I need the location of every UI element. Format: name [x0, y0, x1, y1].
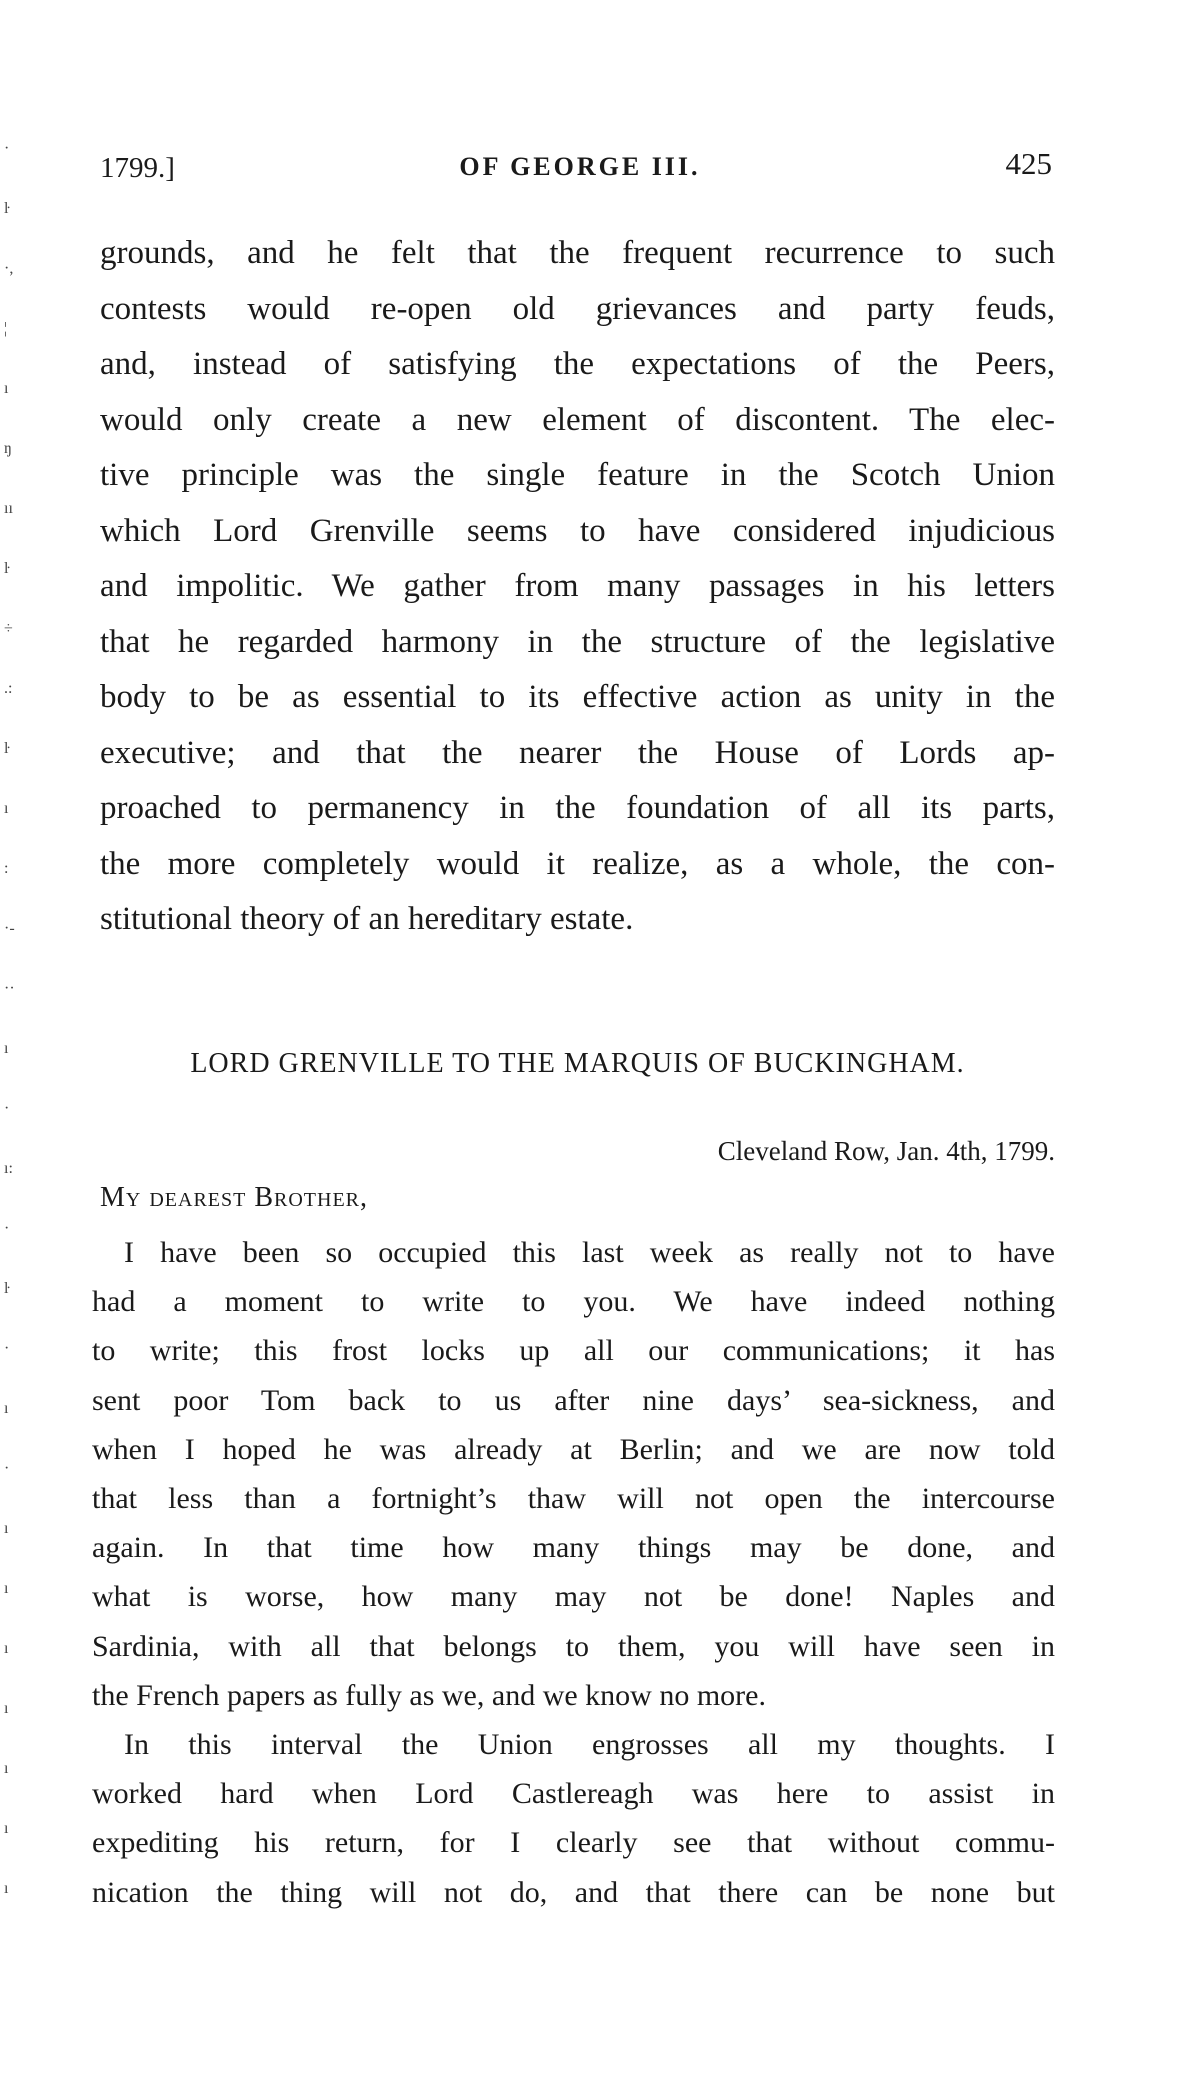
bleed-mark: ı — [4, 800, 9, 817]
bleed-mark: ŀ — [4, 740, 10, 757]
bleed-mark: · — [4, 1100, 10, 1117]
text-line: and impolitic. We gather from many passages in his letters — [100, 568, 1055, 604]
bleed-mark: ı — [4, 1580, 9, 1597]
bleed-mark: ı — [4, 1700, 9, 1717]
bleed-mark: ı — [4, 1520, 9, 1537]
letter-line: Sardinia, with all that belongs to them, you will have seen in — [92, 1629, 1055, 1663]
letter-line: when I hoped he was already at Berlin; and we are now told — [92, 1432, 1055, 1466]
letter-line: what is worse, how many may not be done! Naples and — [92, 1580, 1055, 1614]
text-line: tive principle was the single feature in the Scotch Union — [100, 457, 1055, 493]
text-line: grounds, and he felt that the frequent recurrence to such — [100, 235, 1055, 271]
page-number: 425 — [1005, 146, 1052, 181]
letter-line: expediting his return, for I clearly see that without commu- — [92, 1826, 1055, 1860]
letter-line: again. In that time how many things may be done, and — [92, 1531, 1055, 1565]
bleed-mark: ı — [4, 1760, 9, 1777]
bleed-mark: ı — [4, 1820, 9, 1837]
text-line: executive; and that the nearer the House of Lords ap- — [100, 734, 1055, 771]
text-line: proached to permanency in the foundation of all its parts, — [100, 790, 1055, 826]
bleed-mark: · — [4, 1460, 10, 1477]
bleed-mark: ı — [4, 380, 9, 397]
bleed-mark: ı — [4, 1880, 9, 1897]
bleed-mark: ¦ — [4, 320, 8, 337]
bleed-mark: .: — [4, 680, 13, 697]
letter-line: I have been so occupied this last week as really not to have — [124, 1236, 1055, 1269]
bleed-mark: ı — [4, 1040, 9, 1057]
letter-heading: LORD GRENVILLE TO THE MARQUIS OF BUCKINGHAM. — [190, 1048, 965, 1079]
running-head — [100, 146, 1060, 186]
bleed-mark: ŀ — [4, 560, 10, 577]
bleed-mark: ·- — [4, 920, 15, 937]
bleed-mark: ıı — [4, 500, 13, 517]
letter-line: that less than a fortnight’s thaw will not open the intercourse — [92, 1482, 1055, 1516]
bleed-mark: · — [4, 140, 10, 157]
bleed-mark: · — [4, 1220, 10, 1237]
bleed-mark: ·· — [4, 980, 15, 997]
text-line: the more completely would it realize, as a whole, the con- — [100, 845, 1055, 882]
letter-line: sent poor Tom back to us after nine days’ sea-sickness, and — [92, 1383, 1055, 1417]
text-line: and, instead of satisfying the expectations of the Peers, — [100, 346, 1055, 382]
text-line: which Lord Grenville seems to have considered injudicious — [100, 512, 1055, 549]
letter-line: In this interval the Union engrosses all my thoughts. I — [124, 1728, 1055, 1762]
running-head-year: 1799.] — [100, 152, 175, 184]
bleed-mark: · — [4, 1340, 10, 1357]
running-head-title: OF GEORGE III. — [459, 152, 701, 181]
bleed-mark: ŀ — [4, 1280, 10, 1297]
bleed-mark: ı — [4, 1640, 9, 1657]
text-line: would only create a new element of discontent. The elec- — [100, 401, 1055, 438]
letter-line: had a moment to write to you. We have indeed nothing — [92, 1285, 1055, 1319]
letter-line: the French papers as fully as we, and we know no more. — [92, 1678, 766, 1712]
text-line: body to be as essential to its effective action as unity in the — [100, 679, 1055, 715]
text-line: contests would re-open old grievances and party feuds, — [100, 290, 1055, 327]
body-paragraph — [100, 226, 1055, 948]
bleed-mark: : — [4, 860, 9, 877]
letter-line: worked hard when Lord Castlereagh was here to assist in — [92, 1777, 1055, 1811]
letter-salutation: My dearest Brother, — [100, 1182, 369, 1213]
text-line: that he regarded harmony in the structure of the legislative — [100, 623, 1055, 660]
letter-line: nication the thing will not do, and that there can be none but — [92, 1875, 1055, 1909]
letter-body — [92, 1228, 1055, 1917]
bleed-mark: ı: — [4, 1160, 13, 1177]
letter-line: to write; this frost locks up all our communications; it has — [92, 1334, 1055, 1368]
text-line: stitutional theory of an hereditary estate. — [100, 901, 634, 937]
bleed-mark: ÷ — [4, 620, 13, 637]
letter-dateline: Cleveland Row, Jan. 4th, 1799. — [717, 1136, 1055, 1166]
bleed-mark: ı — [4, 1400, 9, 1417]
bleed-mark: ŋ — [4, 440, 12, 457]
bleed-mark: ŀ — [4, 200, 10, 217]
bleed-mark: ·, — [4, 260, 14, 277]
facing-page-bleed-marks — [0, 140, 22, 1940]
